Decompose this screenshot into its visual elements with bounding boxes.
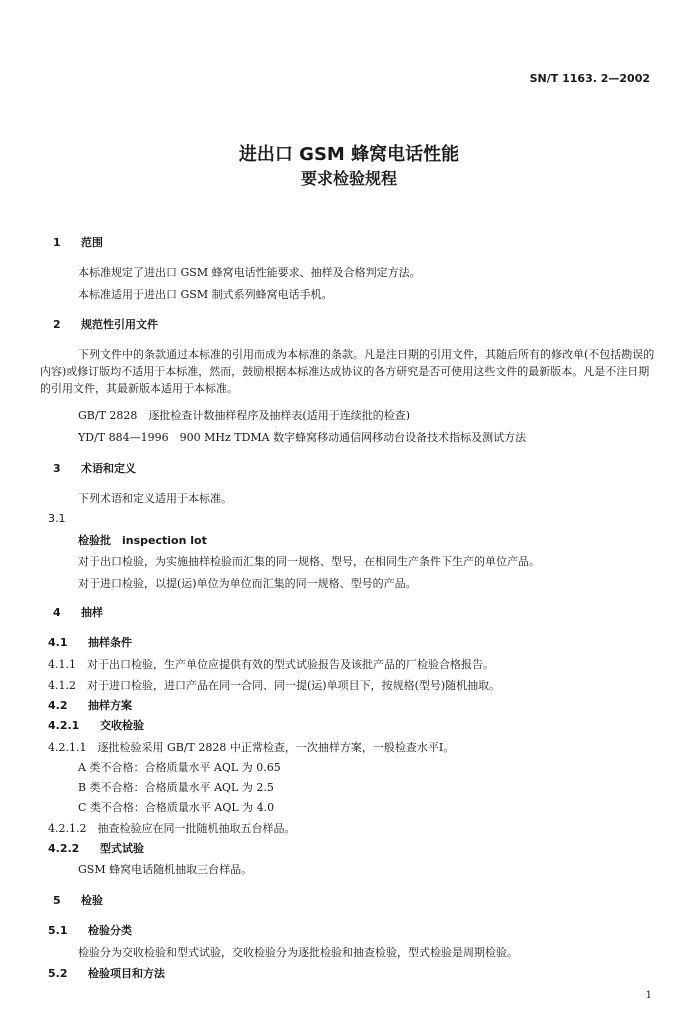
subsection-4-1-heading <box>48 634 132 650</box>
section-3-heading <box>53 460 136 476</box>
subsection-title: 检验项目和方法 <box>88 967 165 980</box>
aql-class-c: C 类不合格：合格质量水平 AQL 为 4.0 <box>78 801 275 814</box>
clause-5-1-text: 检验分为交收检验和型式试验，交收检验分为逐批检验和抽查检验，型式检验是周期检验。 <box>78 946 518 959</box>
section-number: 2 <box>53 318 61 331</box>
section-2-paragraph: 下列文件中的条款通过本标准的引用而成为本标准的条款。凡是注日期的引用文件，其随后所有的修改单(不包括勘误的内容)或修订版均不适用于本标准，然而，鼓励根据本标准达成协议的各方研究是否可使用这些文件的最新版本。凡是不注日期的引用文件，其最新版本适用于本标准。 <box>40 348 655 395</box>
subsection-4-2-1-heading <box>48 717 144 733</box>
section-number: 3 <box>53 462 61 475</box>
page-number: 1 <box>645 990 652 1001</box>
section-1-heading <box>53 234 103 250</box>
section-5-heading <box>53 892 103 908</box>
document-title-line1: 进出口 GSM 蜂窝电话性能 <box>238 144 460 165</box>
term-definition-2: 对于进口检验，以提(运)单位为单位而汇集的同一规格、型号的产品。 <box>78 577 417 590</box>
clause-4-2-1-1: 4.2.1.1 逐批检验采用 GB/T 2828 中正常检查，一次抽样方案，一般检查水平Ⅰ。 <box>48 741 455 754</box>
subsection-4-2-2-heading <box>48 840 144 856</box>
term-definition-1: 对于出口检验，为实施抽样检验而汇集的同一规格、型号，在相同生产条件下生产的单位产品。 <box>78 555 540 568</box>
section-3-intro: 下列术语和定义适用于本标准。 <box>78 492 232 505</box>
section-title: 检验 <box>81 894 103 907</box>
section-title: 范围 <box>81 236 103 249</box>
section-title: 抽样 <box>81 606 103 619</box>
subsection-5-1-heading <box>48 922 132 938</box>
normative-reference-1: GB/T 2828 逐批检查计数抽样程序及抽样表(适用于连续批的检查) <box>78 409 410 422</box>
section-title: 术语和定义 <box>81 462 136 475</box>
document-title-line2: 要求检验规程 <box>300 169 397 188</box>
subsection-title: 抽样方案 <box>88 699 132 712</box>
subsection-number: 4.2 <box>48 699 68 712</box>
subsection-number: 5.2 <box>48 967 68 980</box>
clause-4-2-2-text: GSM 蜂窝电话随机抽取三台样品。 <box>78 863 253 876</box>
section-4-heading <box>53 604 103 620</box>
section-2-heading <box>53 316 158 332</box>
subsection-title: 抽样条件 <box>88 636 132 649</box>
aql-class-a: A 类不合格：合格质量水平 AQL 为 0.65 <box>78 761 281 774</box>
subsection-title: 交收检验 <box>100 719 144 732</box>
subsection-number: 4.2.1 <box>48 719 80 732</box>
subsection-number: 4.1 <box>48 636 68 649</box>
subsection-title: 型式试验 <box>100 842 144 855</box>
subsection-5-2-heading <box>48 965 165 981</box>
subsection-number: 5.1 <box>48 924 68 937</box>
subsection-4-2-heading <box>48 697 132 713</box>
section-1-paragraph-1: 本标准规定了进出口 GSM 蜂窝电话性能要求、抽样及合格判定方法。 <box>78 266 421 279</box>
subsection-3-1-number: 3.1 <box>48 512 66 525</box>
section-1-paragraph-2: 本标准适用于进出口 GSM 制式系列蜂窝电话手机。 <box>78 288 333 301</box>
section-number: 1 <box>53 236 61 249</box>
term-inspection-lot: 检验批 inspection lot <box>78 534 207 547</box>
subsection-number: 4.2.2 <box>48 842 80 855</box>
clause-4-1-1: 4.1.1 对于出口检验，生产单位应提供有效的型式试验报告及该批产品的厂检验合格报告。 <box>48 658 494 671</box>
standard-number: SN/T 1163. 2—2002 <box>529 72 650 85</box>
aql-class-b: B 类不合格：合格质量水平 AQL 为 2.5 <box>78 781 274 794</box>
normative-reference-2: YD/T 884—1996 900 MHz TDMA 数字蜂窝移动通信网移动台设备技术指标及测试方法 <box>78 431 527 444</box>
section-title: 规范性引用文件 <box>81 318 158 331</box>
section-number: 5 <box>53 894 61 907</box>
clause-4-1-2: 4.1.2 对于进口检验，进口产品在同一合同、同一提(运)单项目下，按规格(型号)随机抽取。 <box>48 679 501 692</box>
section-number: 4 <box>53 606 61 619</box>
clause-4-2-1-2: 4.2.1.2 抽查检验应在同一批随机抽取五台样品。 <box>48 822 296 835</box>
subsection-title: 检验分类 <box>88 924 132 937</box>
